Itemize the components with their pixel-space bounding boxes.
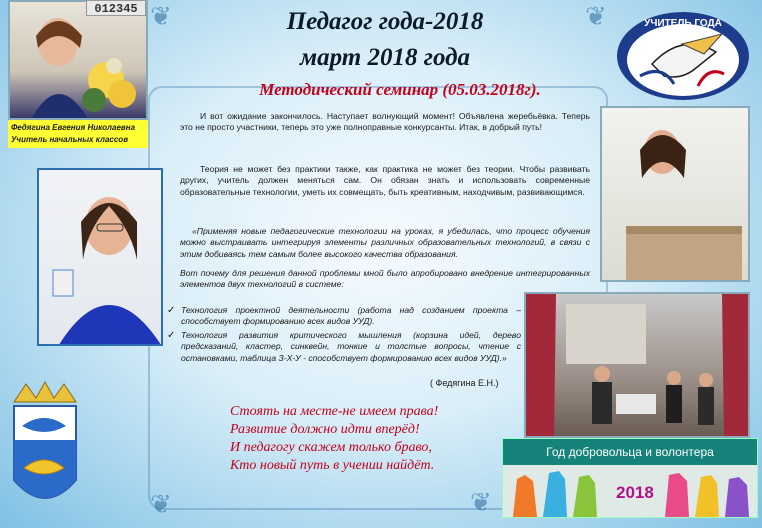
photo-caption — [8, 120, 148, 148]
swirl-ornament: ❦ — [470, 488, 492, 517]
portrait-with-badge — [37, 168, 163, 346]
volunteer-year-banner — [502, 438, 758, 518]
page-date-title: март 2018 года — [299, 44, 471, 71]
article-paragraph: И вот ожидание закончилось. Наступает волнующий момент! Объявлена жеребьёвка. Теперь это не просто участники, теперь это уже полноправные конкурсанты. Итак, в добрый путь! — [180, 111, 590, 133]
author-signature: ( Федягина Е.Н.) — [430, 378, 499, 388]
seminar-subtitle: Методический семинар (05.03.2018г). — [259, 80, 541, 99]
speaker-at-podium-photo — [600, 106, 750, 282]
swirl-ornament: ❦ — [150, 2, 172, 31]
article-paragraph: Теория не может без практики также, как практика не может без теории. Чтобы развивать других, учитель должен меняться сам. Он обязан знать и использовать современные образовательные технологии, уметь их совмещать, быть креативным, находчивым, развивающимся. — [180, 164, 590, 197]
checkmark-icon: ✓ — [167, 305, 176, 316]
poem-line: И педагогу скажем только браво, — [230, 440, 432, 455]
seminar-audience-photo — [524, 292, 750, 438]
caption-name: Федягина Евгения Николаевна — [11, 123, 136, 132]
page-title: Педагог года-2018 — [286, 8, 484, 35]
poem-line: Кто новый путь в учении найдёт. — [230, 458, 435, 473]
bullet-text: Технология проектной деятельности (работа над созданием проекта – способствует формированию всех видов УУД). — [181, 305, 521, 327]
bullet-text: Технология развития критического мышления (корзина идей, дерево предсказаний, кластер, синквейн, тонкие и толстые вопросы, чтение с остановками, таблица З-Х-У - способствует формированию всех видов УУД).» — [181, 330, 521, 363]
teacher-of-year-logo — [612, 4, 754, 102]
portrait-with-flowers — [8, 0, 148, 120]
portrait-illustration — [10, 2, 148, 120]
scoreboard-counter: 012345 — [86, 0, 146, 16]
fish-crest-icon — [10, 380, 80, 520]
coat-of-arms — [10, 380, 80, 520]
article-quote: «Применяя новые педагогические технологии на уроках, я убедилась, что процесс обучения можно выстраивать интегрируя элементы различных образовательных технологий, в связи с этим добиваясь тем самым более высокого качества образования. — [180, 226, 590, 259]
banner-year: 2018 — [616, 483, 654, 502]
bullet-item — [167, 330, 521, 364]
banner-title: Год добровольца и волонтера — [503, 439, 757, 465]
article-paragraph: Вот почему для решения данной проблемы мной было апробировано внедрение интегрированных элементов двух технологий в системе: — [180, 268, 590, 290]
photo-illustration — [526, 294, 750, 438]
bullet-item — [167, 305, 521, 328]
caption-role: Учитель начальных классов — [11, 135, 129, 144]
swirl-ornament: ❦ — [150, 490, 172, 519]
logo-label: УЧИТЕЛЬ ГОДА — [644, 18, 722, 29]
poem-line: Развитие должно идти вперёд! — [230, 422, 420, 437]
checkmark-icon: ✓ — [167, 330, 176, 341]
swirl-ornament: ❦ — [585, 2, 607, 31]
poem-line: Стоять на месте-не имеем права! — [230, 404, 439, 419]
photo-illustration — [602, 108, 750, 282]
portrait-illustration — [39, 170, 163, 346]
